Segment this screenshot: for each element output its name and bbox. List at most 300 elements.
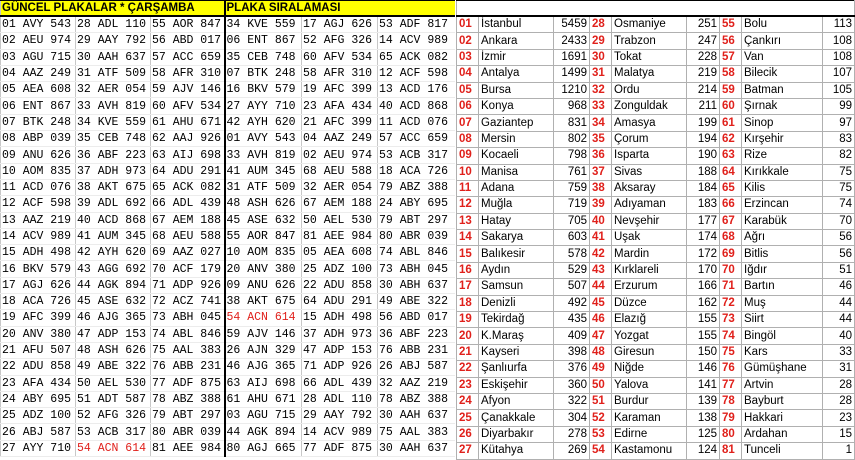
plates-header-row xyxy=(1,1,455,17)
rank-number: 15 xyxy=(457,246,479,262)
plate-cell: 64 ADU 291 xyxy=(151,163,225,179)
rank-city: Tunceli xyxy=(742,443,823,459)
rank-city: Erzincan xyxy=(742,197,823,213)
table-row xyxy=(1,261,455,277)
rank-count: 113 xyxy=(823,16,855,33)
plate-cell: 05 AEA 608 xyxy=(1,82,76,98)
plate-cell: 79 ABT 297 xyxy=(378,212,455,228)
plate-cell: 21 AFC 399 xyxy=(302,114,378,130)
rank-city: Erzurum xyxy=(612,279,687,295)
plate-cell: 81 AEE 984 xyxy=(302,228,378,244)
rank-number: 23 xyxy=(457,377,479,393)
plate-cell: 14 ACV 989 xyxy=(1,228,76,244)
rank-city: Karaman xyxy=(612,410,687,426)
rank-city: Hakkari xyxy=(742,410,823,426)
table-row xyxy=(1,277,455,293)
plate-cell: 45 ASE 632 xyxy=(76,294,151,310)
rank-number: 20 xyxy=(457,328,479,344)
table-row xyxy=(1,310,455,326)
rank-city: Kırıkkale xyxy=(742,164,823,180)
rank-number: 37 xyxy=(590,164,612,180)
rank-count: 247 xyxy=(687,33,720,49)
rank-city: Uşak xyxy=(612,230,687,246)
table-row xyxy=(457,246,855,262)
plate-cell: 58 AFR 310 xyxy=(151,65,225,81)
plate-cell: 32 AER 054 xyxy=(76,82,151,98)
plate-cell: 48 ASH 626 xyxy=(225,196,302,212)
rank-city: Düzce xyxy=(612,295,687,311)
rank-number: 52 xyxy=(590,410,612,426)
rank-number: 80 xyxy=(720,426,742,442)
rank-number: 28 xyxy=(590,16,612,33)
plate-cell: 39 ADL 692 xyxy=(76,196,151,212)
rank-number: 57 xyxy=(720,49,742,65)
rank-count: 33 xyxy=(823,344,855,360)
rank-number: 58 xyxy=(720,66,742,82)
plate-cell: 41 AUM 345 xyxy=(225,163,302,179)
rank-city: Adıyaman xyxy=(612,197,687,213)
plate-sorting-title: PLAKA SIRALAMASI xyxy=(225,1,455,17)
table-row xyxy=(457,279,855,295)
rank-number: 11 xyxy=(457,180,479,196)
table-row xyxy=(1,359,455,375)
rank-count: 802 xyxy=(554,131,590,147)
rank-count: 228 xyxy=(687,49,720,65)
rank-city: Çankırı xyxy=(742,33,823,49)
rank-count: 705 xyxy=(554,213,590,229)
plate-cell: 80 ABR 039 xyxy=(151,424,225,440)
rank-number: 74 xyxy=(720,328,742,344)
rank-city: Trabzon xyxy=(612,33,687,49)
plate-cell: 20 ANV 380 xyxy=(225,261,302,277)
plate-cell: 30 AAH 637 xyxy=(378,440,455,456)
rank-number: 53 xyxy=(590,426,612,442)
plate-cell: 18 ACA 726 xyxy=(1,294,76,310)
plate-cell: 59 AJV 146 xyxy=(151,82,225,98)
plate-cell: 76 ABB 231 xyxy=(378,342,455,358)
rank-city: Konya xyxy=(479,98,554,114)
plate-cell: 30 AAH 637 xyxy=(378,408,455,424)
plate-cell: 73 ABH 045 xyxy=(151,310,225,326)
plate-cell: 01 AVY 543 xyxy=(225,131,302,147)
rank-city: Kırşehir xyxy=(742,131,823,147)
plate-cell: 15 ADH 498 xyxy=(302,310,378,326)
table-row xyxy=(1,326,455,342)
plate-cell: 59 AJV 146 xyxy=(225,326,302,342)
plate-cell: 34 KVE 559 xyxy=(76,114,151,130)
plate-cell: 60 AFV 534 xyxy=(151,98,225,114)
rank-count: 40 xyxy=(823,328,855,344)
rank-count: 97 xyxy=(823,115,855,131)
rank-count: 603 xyxy=(554,230,590,246)
rank-number: 75 xyxy=(720,344,742,360)
rank-number: 73 xyxy=(720,312,742,328)
rank-count: 199 xyxy=(687,115,720,131)
rank-city: Burdur xyxy=(612,393,687,409)
rank-city: Aksaray xyxy=(612,180,687,196)
rank-count: 184 xyxy=(687,180,720,196)
rank-city: Kütahya xyxy=(479,443,554,459)
plate-cell: 25 ADZ 100 xyxy=(1,408,76,424)
plate-cell: 26 ABJ 587 xyxy=(1,424,76,440)
table-row xyxy=(457,164,855,180)
plate-cell: 47 ADP 153 xyxy=(302,342,378,358)
plate-cell: 27 AYY 710 xyxy=(225,98,302,114)
table-row xyxy=(457,82,855,98)
rank-city: Artvin xyxy=(742,377,823,393)
rank-city: Isparta xyxy=(612,148,687,164)
rank-number: 17 xyxy=(457,279,479,295)
plate-cell: 19 AFC 399 xyxy=(1,310,76,326)
rank-count: 831 xyxy=(554,115,590,131)
plate-cell: 24 ABY 695 xyxy=(378,196,455,212)
table-row xyxy=(457,115,855,131)
table-row xyxy=(1,179,455,195)
plate-cell: 25 ADZ 100 xyxy=(302,261,378,277)
rank-city: Kayseri xyxy=(479,344,554,360)
table-row xyxy=(1,98,455,114)
table-row xyxy=(457,148,855,164)
table-row xyxy=(457,66,855,82)
rank-city: Bitlis xyxy=(742,246,823,262)
table-row xyxy=(1,65,455,81)
plate-cell: 79 ABZ 388 xyxy=(378,179,455,195)
rank-number: 21 xyxy=(457,344,479,360)
table-row xyxy=(1,408,455,424)
rank-number: 34 xyxy=(590,115,612,131)
rank-number: 51 xyxy=(590,393,612,409)
plate-cell: 55 AOR 847 xyxy=(151,16,225,33)
rank-count: 269 xyxy=(554,443,590,459)
plate-cell: 43 AGG 692 xyxy=(76,261,151,277)
rank-count: 108 xyxy=(823,49,855,65)
rank-city: Ağrı xyxy=(742,230,823,246)
rank-count: 214 xyxy=(687,82,720,98)
plate-cell: 56 ABD 017 xyxy=(378,310,455,326)
table-row xyxy=(1,196,455,212)
rank-number: 67 xyxy=(720,213,742,229)
rank-count: 15 xyxy=(823,426,855,442)
plate-cell: 40 ACD 868 xyxy=(76,212,151,228)
plate-cell: 07 BTK 248 xyxy=(225,65,302,81)
rank-city: Elazığ xyxy=(612,312,687,328)
rank-number: 63 xyxy=(720,148,742,164)
table-row xyxy=(1,114,455,130)
rank-number: 02 xyxy=(457,33,479,49)
rank-city: Sinop xyxy=(742,115,823,131)
rank-city: Tokat xyxy=(612,49,687,65)
plate-cell: 67 AEM 188 xyxy=(151,212,225,228)
plate-cell: 62 AAJ 926 xyxy=(151,131,225,147)
plate-cell: 72 ACZ 741 xyxy=(151,294,225,310)
plate-cell: 42 AYH 620 xyxy=(76,245,151,261)
plate-cell: 44 AGK 894 xyxy=(76,277,151,293)
plate-cell: 53 ACB 317 xyxy=(378,147,455,163)
rank-count: 51 xyxy=(823,262,855,278)
rank-count: 761 xyxy=(554,164,590,180)
table-row xyxy=(457,361,855,377)
rank-count: 70 xyxy=(823,213,855,229)
plate-cell: 46 AJG 365 xyxy=(76,310,151,326)
table-row xyxy=(457,295,855,311)
plate-cell: 66 ADL 439 xyxy=(151,196,225,212)
rank-number: 78 xyxy=(720,393,742,409)
plate-cell: 28 ADL 110 xyxy=(302,391,378,407)
plate-cell: 33 AVH 819 xyxy=(225,147,302,163)
rank-number: 31 xyxy=(590,66,612,82)
rank-count: 166 xyxy=(687,279,720,295)
plate-cell: 31 ATF 509 xyxy=(225,179,302,195)
rank-number: 62 xyxy=(720,131,742,147)
rank-count: 1499 xyxy=(554,66,590,82)
table-row xyxy=(457,328,855,344)
rank-count: 155 xyxy=(687,312,720,328)
plate-cell: 04 AAZ 249 xyxy=(1,65,76,81)
rank-number: 64 xyxy=(720,164,742,180)
plate-cell: 52 AFG 326 xyxy=(302,33,378,49)
rank-count: 360 xyxy=(554,377,590,393)
rank-city: Batman xyxy=(742,82,823,98)
rank-city: Hatay xyxy=(479,213,554,229)
rank-number: 03 xyxy=(457,49,479,65)
plate-cell: 02 AEU 974 xyxy=(1,33,76,49)
plate-cell: 49 ABE 322 xyxy=(76,359,151,375)
plate-cell: 71 ADP 926 xyxy=(302,359,378,375)
rank-number: 45 xyxy=(590,295,612,311)
table-row xyxy=(457,410,855,426)
rank-count: 28 xyxy=(823,393,855,409)
rank-count: 141 xyxy=(687,377,720,393)
rank-count: 107 xyxy=(823,66,855,82)
rank-city: Eskişehir xyxy=(479,377,554,393)
rank-count: 155 xyxy=(687,328,720,344)
rank-number: 06 xyxy=(457,98,479,114)
plate-cell: 66 ADL 439 xyxy=(302,375,378,391)
table-row xyxy=(1,440,455,456)
plate-cell: 03 AGU 715 xyxy=(225,408,302,424)
plate-cell: 35 CEB 748 xyxy=(76,131,151,147)
rank-count: 798 xyxy=(554,148,590,164)
rank-city: Kırklareli xyxy=(612,262,687,278)
plate-cell: 28 ADL 110 xyxy=(76,16,151,33)
table-row xyxy=(1,294,455,310)
rank-city: Kastamonu xyxy=(612,443,687,459)
plate-cell: 37 ADH 973 xyxy=(76,163,151,179)
rank-number: 25 xyxy=(457,410,479,426)
plate-cell: 06 ENT 867 xyxy=(225,33,302,49)
table-row xyxy=(1,33,455,49)
plate-cell: 38 AKT 675 xyxy=(225,294,302,310)
rank-number: 27 xyxy=(457,443,479,459)
rank-count: 194 xyxy=(687,131,720,147)
rank-number: 29 xyxy=(590,33,612,49)
rank-count: 108 xyxy=(823,33,855,49)
plate-cell: 50 AEL 530 xyxy=(302,212,378,228)
rank-number: 38 xyxy=(590,180,612,196)
plate-cell: 46 AJG 365 xyxy=(225,359,302,375)
rank-city: Giresun xyxy=(612,344,687,360)
plate-cell: 11 ACD 076 xyxy=(378,114,455,130)
table-row xyxy=(457,344,855,360)
plate-cell: 78 ABZ 388 xyxy=(151,391,225,407)
plate-cell: 36 ABF 223 xyxy=(378,326,455,342)
plate-cell: 36 ABF 223 xyxy=(76,147,151,163)
rank-city: Bursa xyxy=(479,82,554,98)
rank-city: Mardin xyxy=(612,246,687,262)
table-row xyxy=(457,197,855,213)
rank-count: 31 xyxy=(823,361,855,377)
rank-number: 35 xyxy=(590,131,612,147)
rank-count: 162 xyxy=(687,295,720,311)
plate-cell: 27 AYY 710 xyxy=(1,440,76,456)
rank-city: Ardahan xyxy=(742,426,823,442)
plate-cell: 63 AIJ 698 xyxy=(225,375,302,391)
rank-city: Yozgat xyxy=(612,328,687,344)
rank-count: 211 xyxy=(687,98,720,114)
rank-number: 07 xyxy=(457,115,479,131)
rank-number: 50 xyxy=(590,377,612,393)
rank-city: Sivas xyxy=(612,164,687,180)
rank-city: Bolu xyxy=(742,16,823,33)
plate-cell: 80 ABR 039 xyxy=(378,228,455,244)
table-row xyxy=(1,391,455,407)
rank-number: 66 xyxy=(720,197,742,213)
plate-cell: 50 AEL 530 xyxy=(76,375,151,391)
rank-count: 82 xyxy=(823,148,855,164)
plate-cell: 35 CEB 748 xyxy=(225,49,302,65)
rank-city: Afyon xyxy=(479,393,554,409)
rank-city: Çanakkale xyxy=(479,410,554,426)
plate-cell: 48 ASH 626 xyxy=(76,342,151,358)
rank-city: Mersin xyxy=(479,131,554,147)
table-row xyxy=(457,49,855,65)
rank-city: Kocaeli xyxy=(479,148,554,164)
rank-number: 05 xyxy=(457,82,479,98)
current-plates-title: GÜNCEL PLAKALAR * ÇARŞAMBA xyxy=(1,1,225,17)
rank-number: 72 xyxy=(720,295,742,311)
rank-city: Sakarya xyxy=(479,230,554,246)
rank-number: 48 xyxy=(590,344,612,360)
rank-count: 74 xyxy=(823,197,855,213)
plate-cell: 12 ACF 598 xyxy=(378,65,455,81)
rank-count: 398 xyxy=(554,344,590,360)
rank-number: 49 xyxy=(590,361,612,377)
rank-count: 23 xyxy=(823,410,855,426)
plate-cell: 71 ADP 926 xyxy=(151,277,225,293)
table-row xyxy=(457,262,855,278)
plate-cell: 20 ANV 380 xyxy=(1,326,76,342)
rank-count: 124 xyxy=(687,443,720,459)
rank-city: Şanlıurfa xyxy=(479,361,554,377)
rank-count: 46 xyxy=(823,279,855,295)
rank-number: 18 xyxy=(457,295,479,311)
table-row xyxy=(1,131,455,147)
rank-city: Samsun xyxy=(479,279,554,295)
plate-cell: 10 AOM 835 xyxy=(225,245,302,261)
plate-cell: 32 AAZ 219 xyxy=(378,375,455,391)
plate-cell: 52 AFG 326 xyxy=(76,408,151,424)
plate-cell: 41 AUM 345 xyxy=(76,228,151,244)
rank-city: Siirt xyxy=(742,312,823,328)
rank-number: 56 xyxy=(720,33,742,49)
plate-cell: 33 AVH 819 xyxy=(76,98,151,114)
rank-city: Amasya xyxy=(612,115,687,131)
rank-number: 69 xyxy=(720,246,742,262)
plate-cell: 40 ACD 868 xyxy=(378,98,455,114)
plate-cell: 69 AAZ 027 xyxy=(151,245,225,261)
rank-count: 170 xyxy=(687,262,720,278)
plate-cell: 05 AEA 608 xyxy=(302,245,378,261)
rank-number: 71 xyxy=(720,279,742,295)
rank-number: 77 xyxy=(720,377,742,393)
plate-cell: 75 AAL 383 xyxy=(378,424,455,440)
rank-count: 125 xyxy=(687,426,720,442)
plate-cell: 30 ABH 637 xyxy=(378,277,455,293)
plate-cell: 64 ADU 291 xyxy=(302,294,378,310)
plate-cell: 30 AAH 637 xyxy=(76,49,151,65)
rank-number: 32 xyxy=(590,82,612,98)
rank-city: Çorum xyxy=(612,131,687,147)
rank-city: Rize xyxy=(742,148,823,164)
rank-count: 28 xyxy=(823,377,855,393)
plate-cell: 54 ACN 614 xyxy=(225,310,302,326)
rank-city: Bayburt xyxy=(742,393,823,409)
rank-number: 40 xyxy=(590,213,612,229)
rank-number: 19 xyxy=(457,312,479,328)
table-row xyxy=(1,82,455,98)
rank-count: 1210 xyxy=(554,82,590,98)
rank-count: 44 xyxy=(823,312,855,328)
rank-count: 190 xyxy=(687,148,720,164)
plate-cell: 04 AAZ 249 xyxy=(302,131,378,147)
plate-cell: 17 AGJ 626 xyxy=(302,16,378,33)
plate-cell: 08 ABP 039 xyxy=(1,131,76,147)
table-row xyxy=(457,33,855,49)
rank-number: 43 xyxy=(590,262,612,278)
rank-number: 12 xyxy=(457,197,479,213)
plate-cell: 22 ADU 858 xyxy=(1,359,76,375)
plate-cell: 37 ADH 973 xyxy=(302,326,378,342)
rank-number: 54 xyxy=(590,443,612,459)
rank-count: 578 xyxy=(554,246,590,262)
rank-city: Van xyxy=(742,49,823,65)
table-row xyxy=(457,98,855,114)
rank-count: 188 xyxy=(687,164,720,180)
rank-number: 76 xyxy=(720,361,742,377)
rank-count: 138 xyxy=(687,410,720,426)
rank-number: 08 xyxy=(457,131,479,147)
rank-city: Denizli xyxy=(479,295,554,311)
plate-cell: 51 ADT 587 xyxy=(76,391,151,407)
rank-number: 42 xyxy=(590,246,612,262)
plate-cell: 38 AKT 675 xyxy=(76,179,151,195)
rank-number: 36 xyxy=(590,148,612,164)
plate-cell: 56 ABD 017 xyxy=(151,33,225,49)
rank-count: 219 xyxy=(687,66,720,82)
rank-count: 2433 xyxy=(554,33,590,49)
rank-number: 24 xyxy=(457,393,479,409)
plate-cell: 07 BTK 248 xyxy=(1,114,76,130)
plate-cell: 12 ACF 598 xyxy=(1,196,76,212)
plate-cell: 03 AGU 715 xyxy=(1,49,76,65)
rank-number: 26 xyxy=(457,426,479,442)
rank-count: 5459 xyxy=(554,16,590,33)
plate-cell: 23 AFA 434 xyxy=(1,375,76,391)
rank-count: 56 xyxy=(823,246,855,262)
rank-number: 10 xyxy=(457,164,479,180)
rank-city: Gümüşhane xyxy=(742,361,823,377)
rank-number: 61 xyxy=(720,115,742,131)
